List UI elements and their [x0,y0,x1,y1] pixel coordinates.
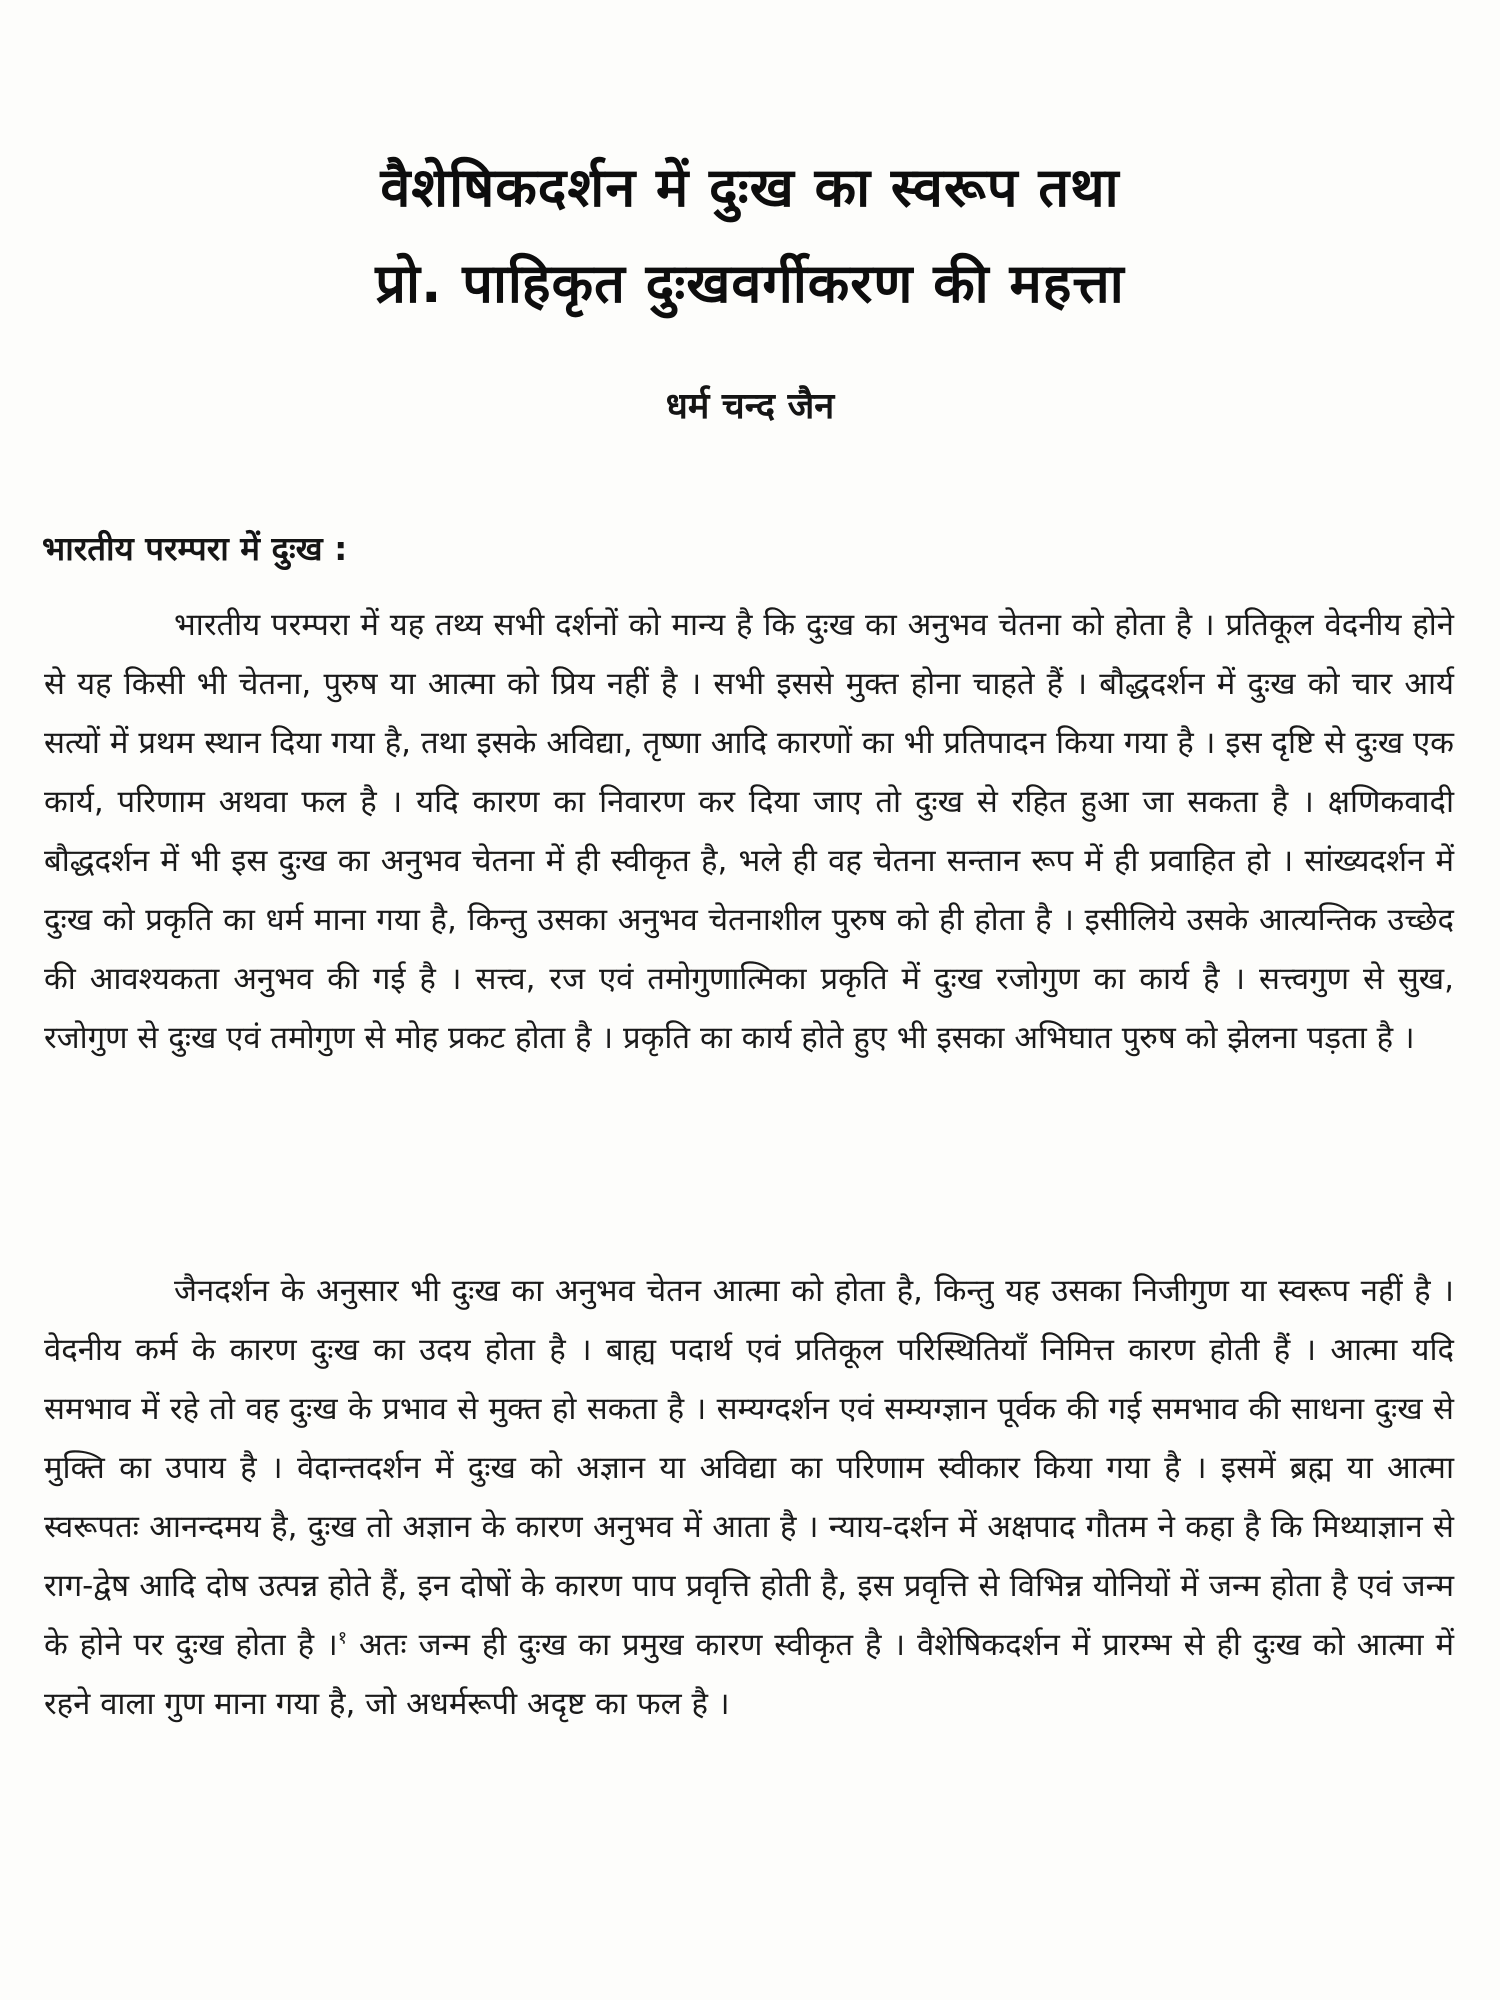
author-name: धर्म चन्द जैन [665,386,835,427]
title-line-2: प्रो. पाहिकृत दुःखवर्गीकरण की महत्ता [375,252,1125,315]
paragraph-1 [44,596,1454,1068]
paragraph-2-text [44,1262,1454,1734]
footnote-marker: १ [337,1627,348,1649]
paragraph-1-text: भारतीय परम्परा में यह तथ्य सभी दर्शनों को मान्य है कि दुःख का अनुभव चेतना को होता है । प्रतिकूल वेदनीय होने से यह किसी भी चेतना, पुरुष या आत्मा को प्रिय नहीं है । सभी इससे मुक्त होना चाहते हैं । बौद्धदर्शन में दुःख को चार आर्य सत्यों में प्रथम स्थान दिया गया है, तथा इसके अविद्या, तृष्णा आदि कारणों का भी प्रतिपादन किया गया है । इस दृष्टि से दुःख एक कार्य, परिणाम अथवा फल है । यदि कारण का निवारण कर दिया जाए तो दुःख से रहित हुआ जा सकता है । क्षणिकवादी बौद्धदर्शन में भी इस दुःख का अनुभव चेतना में ही स्वीकृत है, भले ही वह चेतना सन्तान रूप में ही प्रवाहित हो । सांख्यदर्शन में दुःख को प्रकृति का धर्म माना गया है, किन्तु उसका अनुभव चेतनाशील पुरुष को ही होता है । इसीलिये उसके आत्यन्तिक उच्छेद की आवश्यकता अनुभव की गई है । सत्त्व, रज एवं तमोगुणात्मिका प्रकृति में दुःख रजोगुण का कार्य है । सत्त्वगुण से सुख, रजोगुण से दुःख एवं तमोगुण से मोह प्रकट होता है । प्रकृति का कार्य होते हुए भी इसका अभिघात पुरुष को झेलना पड़ता है । [44,607,1454,1056]
section-heading: भारतीय परम्परा में दुःख : [42,529,348,568]
paragraph-2-part-1: जैनदर्शन के अनुसार भी दुःख का अनुभव चेतन आत्मा को होता है, किन्तु यह उसका निजीगुण या स्वरूप नहीं है । वेदनीय कर्म के कारण दुःख का उदय होता है । बाह्य पदार्थ एवं प्रतिकूल परिस्थितियाँ निमित्त कारण होती हैं । आत्मा यदि समभाव में रहे तो वह दुःख के प्रभाव से मुक्त हो सकता है । सम्यग्दर्शन एवं सम्यग्ज्ञान पूर्वक की गई समभाव की साधना दुःख से मुक्ति का उपाय है । वेदान्तदर्शन में दुःख को अज्ञान या अविद्या का परिणाम स्वीकार किया गया है । इसमें ब्रह्म या आत्मा स्वरूपतः आनन्दमय है, दुःख तो अज्ञान के कारण अनुभव में आता है । न्याय-दर्शन में अक्षपाद गौतम ने कहा है कि मिथ्याज्ञान से राग-द्वेष आदि दोष उत्पन्न होते हैं, इन दोषों के कारण पाप प्रवृत्ति होती है, इस प्रवृत्ति से विभिन्न योनियों में जन्म होता है एवं जन्म के होने पर दुःख होता है । [44,1273,1454,1663]
paragraph-2 [44,1262,1454,1734]
title-line-1: वैशेषिकदर्शन में दुःख का स्वरूप तथा [380,156,1120,219]
article-title [0,140,1500,332]
paragraph-2-part-2: अतः जन्म ही दुःख का प्रमुख कारण स्वीकृत है । वैशेषिकदर्शन में प्रारम्भ से ही दुःख को आत्मा में रहने वाला गुण माना गया है, जो अधर्मरूपी अदृष्ट का फल है । [44,1627,1454,1722]
